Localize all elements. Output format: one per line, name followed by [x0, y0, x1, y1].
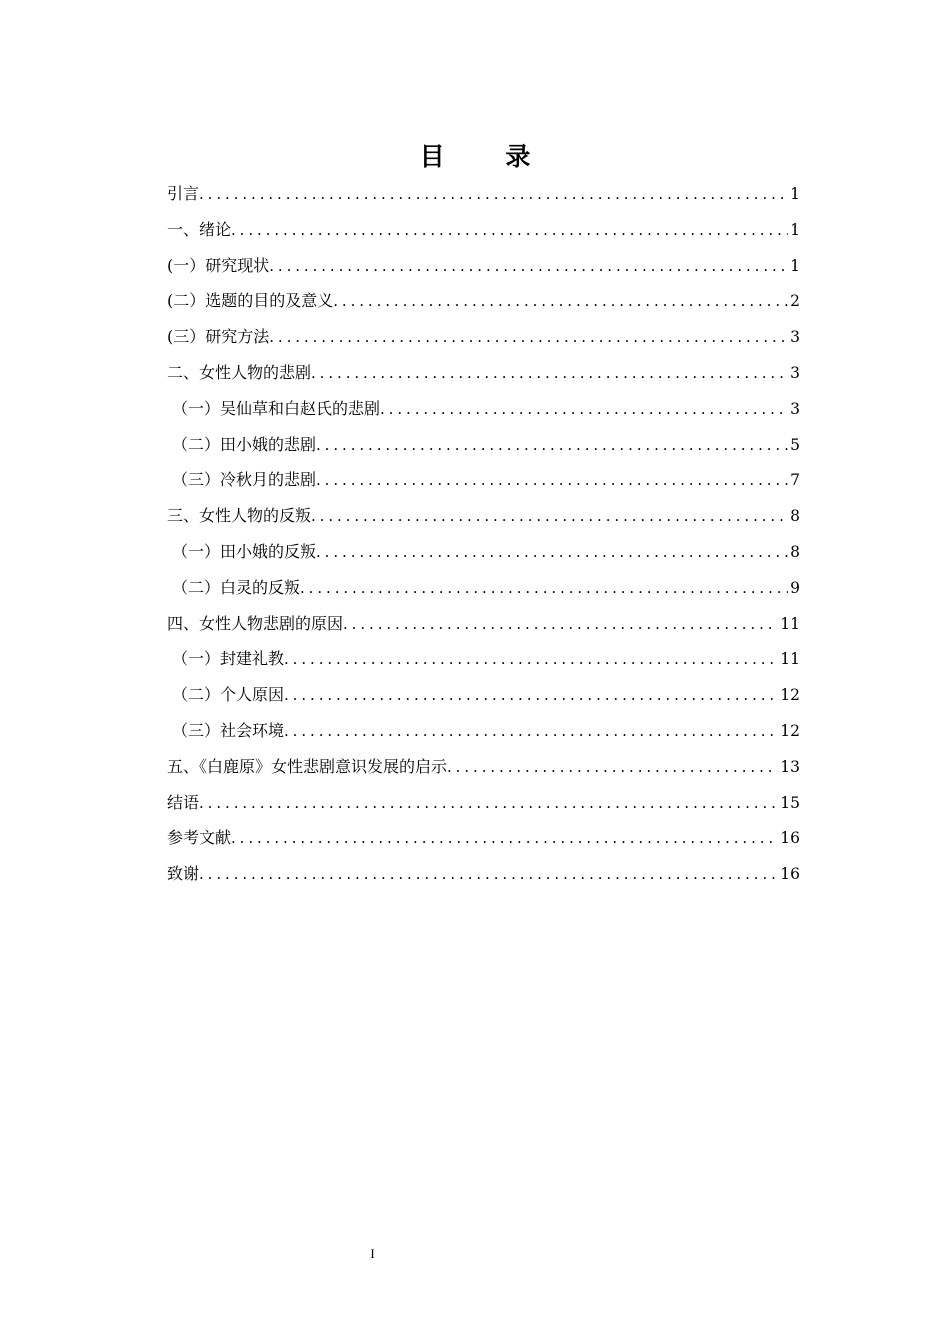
- toc-entry-label: (三）研究方法: [167, 327, 270, 347]
- toc-entry-page: 3: [790, 399, 800, 418]
- toc-dot-leader: [333, 283, 788, 319]
- toc-dot-leader: [199, 856, 778, 892]
- toc-entry[interactable]: [167, 212, 800, 248]
- toc-entry[interactable]: [167, 677, 800, 713]
- toc-entry[interactable]: [167, 319, 800, 355]
- toc-entry-label: (一）研究现状: [167, 255, 270, 275]
- toc-entry[interactable]: [167, 713, 800, 749]
- toc-dot-leader: [311, 355, 788, 391]
- toc-entry[interactable]: [167, 606, 800, 642]
- toc-entry[interactable]: [167, 641, 800, 677]
- toc-entry[interactable]: [167, 355, 800, 391]
- toc-dot-leader: [380, 391, 788, 427]
- toc-entry-label: 二、女性人物的悲剧: [167, 362, 312, 382]
- toc-entry-page: 12: [780, 686, 800, 705]
- toc-dot-leader: [316, 462, 788, 498]
- toc-entry-label: （三）冷秋月的悲剧: [172, 470, 317, 490]
- toc-dot-leader: [284, 677, 778, 713]
- toc-entry-label: 致谢: [167, 864, 200, 884]
- toc-entry[interactable]: [167, 427, 800, 463]
- toc-entry-label: 一、绪论: [167, 219, 232, 239]
- toc-entry[interactable]: [167, 534, 800, 570]
- toc-entry-label: 三、女性人物的反叛: [167, 506, 312, 526]
- toc-dot-leader: [300, 570, 788, 606]
- toc-entry-page: 8: [790, 542, 800, 561]
- toc-dot-leader: [311, 498, 788, 534]
- toc-entry-page: 8: [790, 507, 800, 526]
- table-of-contents: [167, 176, 800, 892]
- toc-entry-label: 四、女性人物悲剧的原因: [167, 613, 344, 633]
- toc-entry-page: 11: [780, 614, 800, 633]
- toc-entry[interactable]: [167, 785, 800, 821]
- toc-entry-page: 13: [780, 757, 800, 776]
- page-title: 目 录: [419, 141, 557, 171]
- toc-dot-leader: [231, 820, 778, 856]
- toc-dot-leader: [316, 427, 788, 463]
- page-number: I: [370, 1246, 375, 1261]
- toc-entry-label: （三）社会环境: [172, 720, 285, 740]
- toc-entry-label: 结语: [167, 792, 200, 812]
- toc-entry[interactable]: [167, 856, 800, 892]
- toc-entry[interactable]: [167, 462, 800, 498]
- toc-entry[interactable]: [167, 498, 800, 534]
- toc-entry-page: 9: [790, 578, 800, 597]
- toc-dot-leader: [447, 749, 778, 785]
- toc-entry-label: (二）选题的目的及意义: [167, 291, 334, 311]
- toc-entry-page: 5: [790, 435, 800, 454]
- toc-entry[interactable]: [167, 820, 800, 856]
- toc-dot-leader: [199, 176, 788, 212]
- toc-entry-label: 引言: [167, 184, 200, 203]
- toc-entry-label: 五、《白鹿原》女性悲剧意识发展的启示: [167, 756, 448, 776]
- toc-dot-leader: [284, 641, 778, 677]
- toc-entry[interactable]: [167, 391, 800, 427]
- toc-entry-page: 1: [790, 220, 800, 239]
- toc-dot-leader: [284, 713, 778, 749]
- toc-entry[interactable]: [167, 570, 800, 606]
- toc-entry[interactable]: [167, 283, 800, 319]
- toc-dot-leader: [231, 212, 788, 248]
- toc-entry-label: （二）田小娥的悲剧: [172, 434, 317, 454]
- toc-entry-page: 12: [780, 721, 800, 740]
- toc-entry-page: 16: [780, 829, 800, 848]
- toc-dot-leader: [343, 606, 778, 642]
- toc-entry[interactable]: [167, 749, 800, 785]
- toc-entry-page: 1: [790, 185, 800, 203]
- toc-entry-page: 2: [790, 292, 800, 311]
- toc-entry-page: 11: [780, 650, 800, 669]
- toc-entry[interactable]: [167, 176, 800, 212]
- toc-entry-label: （二）白灵的反叛: [172, 577, 301, 597]
- toc-entry-page: 3: [790, 363, 800, 382]
- toc-dot-leader: [316, 534, 788, 570]
- toc-entry-page: 3: [790, 328, 800, 347]
- toc-entry-label: （二）个人原因: [172, 685, 285, 705]
- toc-entry-page: 7: [790, 471, 800, 490]
- toc-entry-label: 参考文献: [167, 828, 232, 848]
- toc-dot-leader: [199, 785, 778, 821]
- toc-entry[interactable]: [167, 248, 800, 284]
- toc-entry-page: 16: [780, 865, 800, 884]
- toc-entry-label: （一）封建礼教: [172, 649, 285, 669]
- toc-entry-page: 1: [790, 256, 800, 275]
- toc-entry-label: （一）吴仙草和白赵氏的悲剧: [172, 398, 381, 418]
- toc-dot-leader: [269, 248, 788, 284]
- toc-entry-page: 15: [780, 793, 800, 812]
- toc-entry-label: （一）田小娥的反叛: [172, 541, 317, 561]
- toc-dot-leader: [269, 319, 788, 355]
